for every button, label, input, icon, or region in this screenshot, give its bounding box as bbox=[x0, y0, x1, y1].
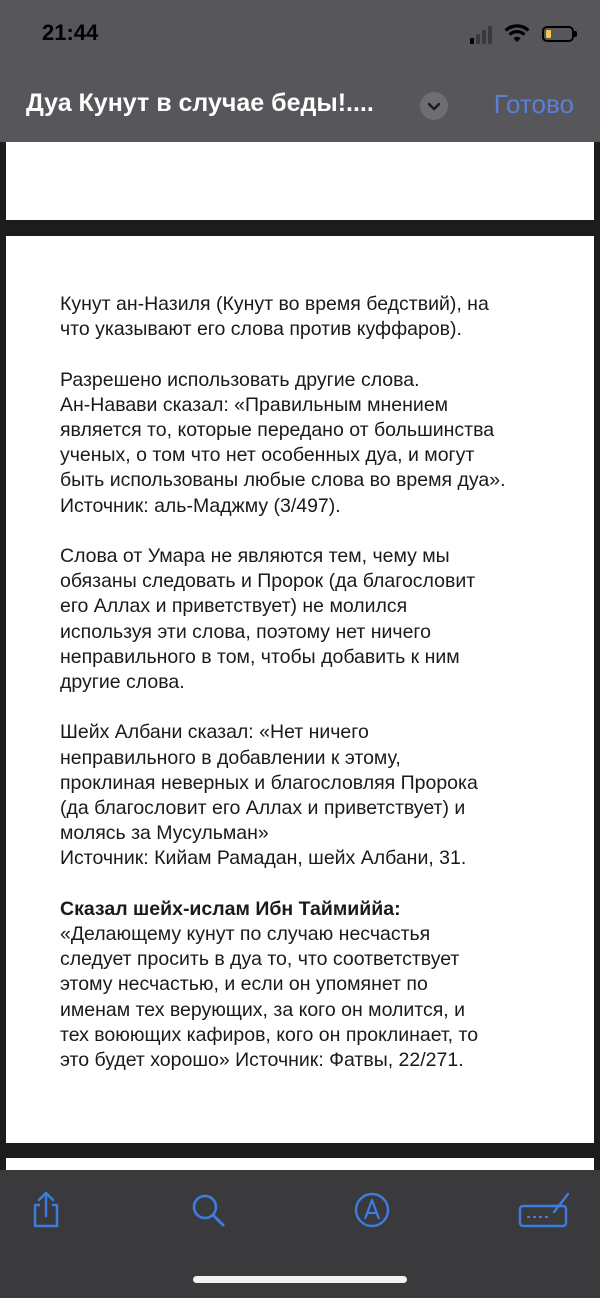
text-line: (да благословит его Аллах и приветствует) и bbox=[60, 797, 466, 820]
status-icons bbox=[456, 24, 576, 48]
text-line: Источник: Кийам Рамадан, шейх Албани, 31. bbox=[60, 847, 467, 870]
next-page bbox=[6, 1158, 594, 1170]
text-line: Разрешено использовать другие слова. bbox=[60, 368, 420, 391]
text-line: это будет хорошо» Источник: Фатвы, 22/271. bbox=[60, 1049, 464, 1072]
text-line: Ан-Навави сказал: «Правильным мнением bbox=[60, 393, 449, 416]
paragraph bbox=[60, 720, 550, 871]
text-line: что указывают его слова против куффаров). bbox=[60, 318, 462, 341]
text-line: Кунут ан-Назиля (Кунут во время бедствий), на bbox=[60, 293, 489, 315]
paragraph bbox=[60, 897, 550, 1073]
document-page bbox=[6, 236, 594, 1143]
previous-page bbox=[6, 142, 594, 220]
text-line: именам тех верующих, за кого он молится, и bbox=[60, 998, 466, 1021]
text-line: «Делающему кунут по случаю несчастья bbox=[60, 923, 431, 946]
text-line: обязаны следовать и Пророк (да благословит bbox=[60, 570, 476, 593]
text-line: следует просить в дуа то, что соответствует bbox=[60, 948, 460, 971]
top-bar bbox=[0, 0, 600, 142]
text-line: Источник: аль-Маджму (3/497). bbox=[60, 494, 341, 517]
text-line: другие слова. bbox=[60, 671, 185, 694]
battery-tip bbox=[574, 31, 577, 37]
text-line: его Аллах и приветствует) не молился bbox=[60, 595, 408, 618]
search-icon[interactable] bbox=[188, 1190, 228, 1230]
document-text bbox=[60, 292, 550, 1098]
text-line: неправильного в том, чтобы добавить к ним bbox=[60, 645, 460, 668]
document-title[interactable]: Дуа Кунут в случае беды!.... bbox=[26, 89, 374, 117]
text-line: тех воюющих кафиров, кого он проклинает, то bbox=[60, 1023, 479, 1046]
paragraph bbox=[60, 544, 550, 695]
share-icon[interactable] bbox=[26, 1190, 66, 1230]
wifi-icon bbox=[504, 24, 530, 44]
text-line: используя эти слова, поэтому нет ничего bbox=[60, 620, 431, 643]
cellular-signal-icon bbox=[470, 24, 496, 44]
paragraph bbox=[60, 292, 550, 342]
text-line: быть использованы любые слова во время дуа». bbox=[60, 469, 506, 492]
chevron-down-icon bbox=[420, 92, 448, 120]
quote-heading: Сказал шейх-ислам Ибн Таймиййа: bbox=[60, 897, 401, 920]
battery-level bbox=[546, 30, 551, 38]
paragraph bbox=[60, 368, 550, 519]
battery-icon bbox=[542, 26, 574, 42]
text-line: ученых, о том что нет особенных дуа, и могут bbox=[60, 444, 475, 467]
text-line: является то, которые передано от большинства bbox=[60, 419, 495, 441]
markup-icon[interactable] bbox=[352, 1190, 392, 1230]
text-line: проклиная неверных и благословляя Пророка bbox=[60, 771, 478, 794]
signature-icon[interactable] bbox=[518, 1190, 570, 1230]
text-line: молясь за Мусульман» bbox=[60, 822, 269, 845]
title-menu-button[interactable] bbox=[420, 92, 448, 120]
home-indicator[interactable] bbox=[193, 1276, 407, 1283]
text-line: Слова от Умара не являются тем, чему мы bbox=[60, 545, 450, 567]
done-button[interactable]: Готово bbox=[493, 89, 574, 119]
text-line: этому несчастью, и если он упомянет по bbox=[60, 973, 428, 996]
text-line: неправильного в добавлении к этому, bbox=[60, 746, 401, 769]
status-time: 21:44 bbox=[42, 20, 99, 45]
text-line: Шейх Албани сказал: «Нет ничего bbox=[60, 721, 369, 744]
